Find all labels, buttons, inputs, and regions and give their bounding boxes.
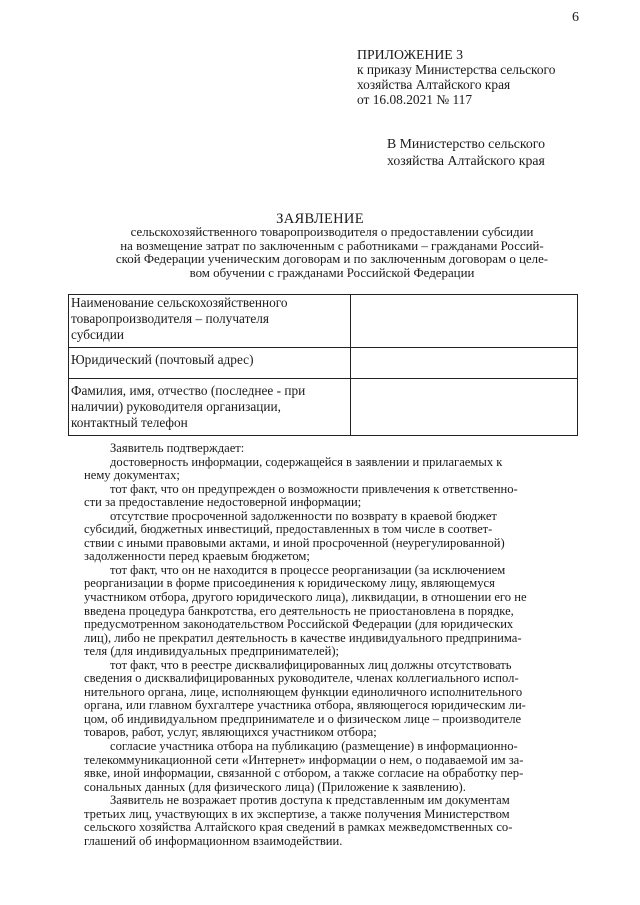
declaration-line: согласие участника отбора на публикацию (размещение) в информационно-	[110, 739, 518, 754]
table-row	[69, 379, 578, 436]
declaration-line: третьих лиц, участвующих в их экспертизе, а также получения Министерством	[84, 806, 510, 821]
addressee-block	[387, 135, 545, 169]
label-line: Фамилия, имя, отчество (последнее - при	[71, 383, 306, 398]
appendix-header	[357, 47, 627, 107]
declaration-line: тот факт, что он предупрежден о возможности привлечения к ответственно-	[110, 481, 518, 496]
declaration-line: субсидий, бюджетных инвестиций, предоставленных в том числе в соответ-	[84, 522, 493, 537]
director-contact-field[interactable]	[351, 379, 578, 436]
declaration-line: Заявитель не возражает против доступа к представленным им документам	[110, 793, 510, 808]
declaration-line: сти за предоставление недостоверной информации;	[84, 495, 362, 510]
declaration-line: телекоммуникационной сети «Интернет» информации о нем, о подаваемой им за-	[84, 752, 524, 767]
appendix-line: хозяйства Алтайского края	[357, 77, 511, 92]
appendix-line: от 16.08.2021 № 117	[357, 92, 473, 107]
declaration-line: реорганизации в форме присоединения к юридическому лицу, являющемуся	[84, 576, 495, 591]
label-line: наличии) руководителя организации,	[71, 399, 281, 414]
declaration-line: задолженности перед краевым бюджетом;	[84, 549, 310, 564]
page-number: 6	[572, 10, 579, 25]
appendix-heading: ПРИЛОЖЕНИЕ 3	[357, 47, 464, 62]
declaration-line: явке, иной информации, связанной с отбором, а также согласие на обработку пер-	[84, 766, 524, 781]
appendix-line: к приказу Министерства сельского	[357, 62, 556, 77]
declaration-line: нему документах;	[84, 468, 180, 483]
declaration-line: сельского хозяйства Алтайского края сведений в рамках межведомственных со-	[84, 820, 513, 835]
declaration-line: нительного органа, лице, исполняющем функции единоличного исполнительного	[84, 684, 523, 699]
declaration-line: ствии с иными правовыми актами, и иной просроченной (неурегулированной)	[84, 535, 505, 550]
declaration-line: тот факт, что в реестре дисквалифицированных лиц должны отсутствовать	[110, 657, 512, 672]
declaration-line: лиц), либо не прекратил деятельность в качестве индивидуального предпринима-	[84, 630, 522, 645]
declaration-line: сональных данных (для физического лица) (Приложение к заявлению).	[84, 779, 466, 794]
declaration-line: достоверность информации, содержащейся в заявлении и прилагаемых к	[110, 454, 503, 469]
table-row	[69, 348, 578, 379]
addressee-line: В Министерство сельского	[387, 136, 545, 151]
declaration-line: цом, об индивидуальном предпринимателе и о физическом лице – производителе	[84, 711, 522, 726]
declaration-line: предусмотренном законодательством Российской Федерации (для юридических	[84, 617, 514, 632]
applicant-info-table	[68, 294, 578, 436]
declaration-line: Заявитель подтверждает:	[110, 441, 245, 455]
table-label-cell	[69, 295, 351, 348]
declaration-text	[84, 442, 584, 848]
document-title: ЗАЯВЛЕНИЕ	[276, 211, 364, 227]
declaration-line: тот факт, что он не находится в процессе реорганизации (за исключением	[110, 562, 506, 577]
declaration-line: введена процедура банкротства, его деятельность не приостановлена в порядке,	[84, 603, 514, 618]
declaration-line: сведения о дисквалифицированных руководителе, членах коллегиального испол-	[84, 671, 519, 686]
table-label-cell	[69, 379, 351, 436]
table-label-cell	[69, 348, 351, 379]
label-line: товаропроизводителя – получателя	[71, 311, 270, 326]
subtitle-line: ской Федерации ученическим договорам и по заключенным договорам о целе-	[115, 252, 549, 267]
label-line: Юридический (почтовый адрес)	[71, 352, 254, 367]
declaration-line: глашений об информационном взаимодействии.	[84, 833, 343, 848]
subtitle-line: сельскохозяйственного товаропроизводителя о предоставлении субсидии	[130, 225, 534, 239]
declaration-line: отсутствие просроченной задолженности по возврату в краевой бюджет	[110, 508, 497, 523]
label-line: контактный телефон	[71, 415, 188, 430]
declaration-line: теля (для индивидуальных предпринимателей);	[84, 644, 340, 659]
subtitle-line: на возмещение затрат по заключенным с работниками – гражданами Россий-	[120, 238, 544, 253]
declaration-line: участником отбора, другого юридического лица), ликвидации, в отношении его не	[84, 590, 527, 605]
legal-address-field[interactable]	[351, 348, 578, 379]
label-line: субсидии	[71, 327, 124, 342]
label-line: Наименование сельскохозяйственного	[71, 295, 288, 310]
document-subtitle	[72, 226, 592, 281]
table-row	[69, 295, 578, 348]
addressee-line: хозяйства Алтайского края	[387, 153, 545, 168]
declaration-line: органа, или главном бухгалтере участника отбора, являющегося юридическим ли-	[84, 698, 526, 713]
producer-name-field[interactable]	[351, 295, 578, 348]
declaration-line: товаров, работ, услуг, являющихся участником отбора;	[84, 725, 377, 740]
subtitle-line: вом обучении с гражданами Российской Федерации	[189, 266, 475, 281]
